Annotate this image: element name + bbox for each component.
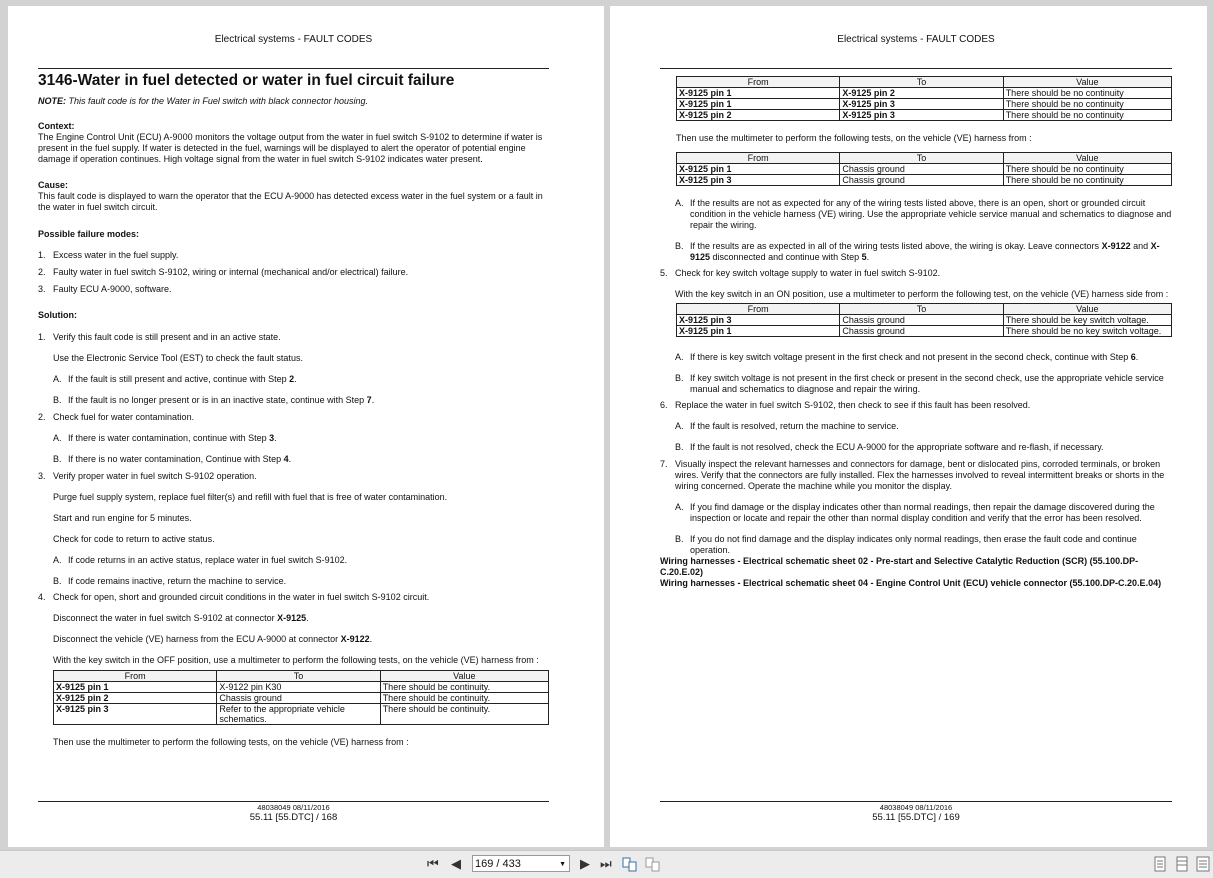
note-label: NOTE: — [38, 96, 66, 106]
step-5: 5. Check for key switch voltage supply to water in fuel switch S-9102. — [660, 268, 941, 278]
step-6: 6. Replace the water in fuel switch S-9102, then check to see if this fault has been resolved. — [660, 400, 1031, 410]
list-item: 3. Faulty ECU A-9000, software. — [38, 284, 172, 294]
list-item: 1. Excess water in the fuel supply. — [38, 250, 179, 260]
page-footer — [660, 803, 1172, 824]
column-header: To — [217, 671, 380, 682]
schematic-reference-link[interactable]: Wiring harnesses - Electrical schematic sheet 02 - Pre-start and Selective Catalytic Reduction (SCR) (55.100.DP-C.20.E.02) — [660, 556, 1139, 577]
note-text: This fault code is for the Water in Fuel switch with black connector housing. — [66, 96, 368, 106]
last-page-icon[interactable]: ⏭ — [600, 856, 612, 871]
document-page-left — [8, 6, 604, 847]
header-rule — [38, 68, 549, 69]
table-row: X-9125 pin 3 Chassis ground There should be no continuity — [677, 175, 1172, 186]
column-header: Value — [1003, 304, 1171, 315]
footer-page-number: 55.11 [55.DTC] / 168 — [249, 812, 338, 823]
step-1-text: Use the Electronic Service Tool (EST) to check the fault status. — [53, 353, 303, 363]
page-number-input[interactable] — [472, 855, 570, 872]
column-header: From — [677, 153, 840, 164]
step-4a: A. If the results are not as expected for any of the wiring tests listed above, there is an open, short or grounded circuit condition in the vehicle harness (VE) wiring. Use the appropriate vehicle service manual and schematics to diagnose and repair the wiring. — [675, 198, 1172, 230]
table-row: X-9125 pin 2 Chassis ground There should be continuity. — [54, 693, 549, 704]
step-4-text: With the key switch in the OFF position, use a multimeter to perform the following tests, on the vehicle (VE) harness from : — [53, 655, 539, 665]
cause-text: This fault code is displayed to warn the operator that the ECU A-9000 has detected excess water in the fuel system or a fault in the water in fuel switch circuit. — [38, 191, 543, 212]
step-4b: B. If the results are as expected in all of the wiring tests listed above, the wiring is okay. Leave connectors X-9122 and X-9125 disconnected and continue with Step 5. — [675, 241, 1160, 262]
single-page-icon[interactable] — [1153, 856, 1167, 876]
step-2: 2. Check fuel for water contamination. — [38, 412, 195, 422]
table-row: X-9125 pin 1 Chassis ground There should be no key switch voltage. — [677, 326, 1172, 337]
continuous-view-icon[interactable] — [645, 856, 661, 876]
column-header: Value — [1003, 153, 1171, 164]
table-row: X-9125 pin 2 X-9125 pin 3 There should be no continuity — [677, 110, 1172, 121]
running-head: Electrical systems - FAULT CODES — [837, 34, 995, 45]
step-4-text: Disconnect the water in fuel switch S-9102 at connector X-9125. — [53, 613, 309, 623]
column-header: From — [677, 77, 840, 88]
navigation-toolbar — [0, 850, 1213, 878]
table-row: X-9125 pin 1 X-9122 pin K30 There should be continuity. — [54, 682, 549, 693]
column-header: To — [840, 153, 1003, 164]
column-header: Value — [380, 671, 548, 682]
step-4-text: Disconnect the vehicle (VE) harness from the ECU A-9000 at connector X-9122. — [53, 634, 373, 644]
failure-modes-heading: Possible failure modes: — [38, 229, 140, 239]
column-header: From — [54, 671, 217, 682]
wiring-test-table-3 — [676, 152, 1172, 186]
context-text: The Engine Control Unit (ECU) A-9000 monitors the voltage output from the water in fuel switch S-9102 to determine if water is present in the fuel supply. If water is detected in the fuel, warnings will be displayed to alert the operator of potential engine damage if operation continues. High voltage signal from the water in fuel switch S-9102 indicates water present. — [38, 132, 543, 164]
list-item: 2. Faulty water in fuel switch S-9102, wiring or internal (mechanical and/or electrical) failure. — [38, 267, 409, 277]
wiring-test-table-1 — [53, 670, 549, 725]
step-5b: B. If key switch voltage is not present in the first check or present in the second check, use the appropriate vehicle service manual and schematics to diagnose and repair the wiring. — [675, 373, 1164, 394]
step-3b: B. If code remains inactive, return the machine to service. — [53, 576, 287, 586]
column-header: From — [677, 304, 840, 315]
table-row: X-9125 pin 1 Chassis ground There should be no continuity — [677, 164, 1172, 175]
step-2b: B. If there is no water contamination, Continue with Step 4. — [53, 454, 292, 464]
column-header: To — [840, 304, 1003, 315]
page-footer — [38, 803, 549, 824]
page-body — [38, 72, 549, 748]
running-head: Electrical systems - FAULT CODES — [214, 34, 373, 45]
step-3-text: Start and run engine for 5 minutes. — [53, 513, 192, 523]
schematic-reference-link[interactable]: Wiring harnesses - Electrical schematic sheet 04 - Engine Control Unit (ECU) vehicle connector (55.100.DP-C.20.E.04) — [660, 578, 1162, 588]
table-row: X-9125 pin 1 X-9125 pin 2 There should be no continuity — [677, 88, 1172, 99]
page-indicator: 169 / 433 — [475, 858, 521, 870]
step-3-text: Purge fuel supply system, replace fuel filter(s) and refill with fuel that is free of water contamination. — [53, 492, 448, 502]
cause-heading: Cause: — [38, 180, 69, 190]
step-3-text: Check for code to return to active status. — [53, 534, 215, 544]
step-3a: A. If code returns in an active status, replace water in fuel switch S-9102. — [53, 555, 348, 565]
step-7a: A. If you find damage or the display indicates other than normal readings, then repair the damage discovered during the inspection or locate and repair the other than normal display condition and verify that the error has been resolved. — [675, 502, 1155, 523]
table-row: X-9125 pin 3 Chassis ground There should be key switch voltage. — [677, 315, 1172, 326]
next-page-icon[interactable]: ▶ — [580, 856, 590, 871]
step-4-text: Then use the multimeter to perform the following tests, on the vehicle (VE) harness from : — [676, 133, 1032, 143]
step-5a: A. If there is key switch voltage present in the first check and not present in the second check, continue with Step 6. — [675, 352, 1139, 362]
footer-page-number: 55.11 [55.DTC] / 169 — [872, 812, 960, 823]
step-3: 3. Verify proper water in fuel switch S-9102 operation. — [38, 471, 257, 481]
header-rule — [660, 68, 1172, 69]
step-2a: A. If there is water contamination, continue with Step 3. — [53, 433, 277, 443]
chevron-down-icon[interactable]: ▼ — [559, 861, 566, 868]
column-header: To — [840, 77, 1003, 88]
solution-heading: Solution: — [38, 310, 77, 320]
prev-page-icon[interactable]: ◀ — [451, 856, 461, 871]
step-5-text: With the key switch in an ON position, use a multimeter to perform the following test, on the vehicle (VE) harness side from : — [675, 289, 1169, 299]
document-page-right — [610, 6, 1207, 847]
footer-rule — [660, 801, 1172, 802]
step-7b: B. If you do not find damage and the display indicates only normal readings, then erase the fault code and continue operation. — [675, 534, 1137, 555]
two-page-view-icon[interactable] — [622, 856, 638, 876]
step-4-text: Then use the multimeter to perform the following tests, on the vehicle (VE) harness from : — [53, 737, 409, 747]
table-row: X-9125 pin 1 X-9125 pin 3 There should be no continuity — [677, 99, 1172, 110]
step-1: 1. Verify this fault code is still present and in an active state. — [38, 332, 281, 342]
step-1b: B. If the fault is no longer present or is in an inactive state, continue with Step 7. — [53, 395, 375, 405]
page-title: 3146-Water in fuel detected or water in fuel circuit failure — [38, 72, 455, 89]
page-body — [660, 76, 1172, 589]
facing-pages-icon[interactable] — [1175, 856, 1189, 876]
note — [38, 96, 549, 107]
footer-code: 48038049 08/11/2016 — [257, 803, 330, 812]
footer-rule — [38, 801, 549, 802]
wiring-test-table-2 — [676, 76, 1172, 121]
context-heading: Context: — [38, 121, 75, 131]
wiring-test-table-4 — [676, 303, 1172, 337]
step-4: 4. Check for open, short and grounded circuit conditions in the water in fuel switch S-9102 circuit. — [38, 592, 430, 602]
step-7: 7. Visually inspect the relevant harnesses and connectors for damage, bent or dislocated pins, corroded terminals, or broken wires. Verify that the connectors are fully installed. Flex the harnesses involved to reveal intermittent breaks or shorts in the wiring concerned. Operate the machine while you monitor the display. — [660, 459, 1165, 491]
step-6b: B. If the fault is not resolved, check the ECU A-9000 for the appropriate software and re-flash, if necessary. — [675, 442, 1104, 452]
fit-width-icon[interactable] — [1196, 856, 1210, 876]
column-header: Value — [1003, 77, 1171, 88]
table-row: X-9125 pin 3 Refer to the appropriate vehicle schematics. There should be continuity. — [54, 704, 549, 725]
step-6a: A. If the fault is resolved, return the machine to service. — [675, 421, 899, 431]
step-1a: A. If the fault is still present and active, continue with Step 2. — [53, 374, 297, 384]
first-page-icon[interactable]: ⏮ — [427, 856, 439, 871]
footer-code: 48038049 08/11/2016 — [879, 803, 953, 812]
